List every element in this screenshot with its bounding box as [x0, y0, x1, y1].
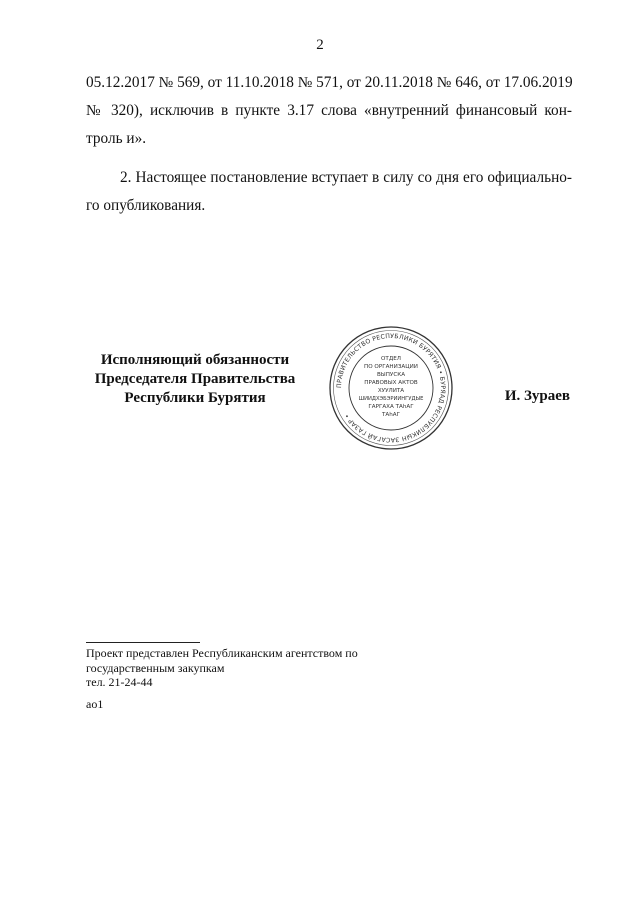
- signatory-title: [80, 351, 310, 408]
- paragraph-line: № 320), исключив в пункте 3.17 слова «внутренний финансовый кон-: [86, 102, 572, 119]
- seal-text: ВЫПУСКА: [376, 372, 406, 378]
- seal-text: ШИИДХЭБЭРИИНГУДЫЕ: [358, 396, 424, 402]
- footnote-line: тел. 21-24-44: [86, 675, 153, 689]
- official-seal: [327, 324, 455, 452]
- footnote: [86, 646, 446, 690]
- seal-text: ХУУЛИТА: [377, 388, 405, 394]
- seal-text: ПРАВОВЫХ АКТОВ: [364, 380, 418, 386]
- footnote-divider: [86, 642, 200, 643]
- paragraph-line: троль и».: [86, 130, 147, 147]
- signatory-title-line: Республики Бурятия: [124, 390, 266, 406]
- document-code: ao1: [86, 697, 104, 711]
- footnote-line: Проект представлен Республиканским агентством по: [86, 646, 358, 660]
- signatory-title-line: Исполняющий обязанности: [100, 352, 290, 368]
- paragraph-line: 05.12.2017 № 569, от 11.10.2018 № 571, от 20.11.2018 № 646, от 17.06.2019: [86, 74, 573, 91]
- signatory-title-line: Председателя Правительства: [94, 371, 296, 387]
- seal-text: ТАһАГ: [381, 412, 401, 418]
- signatory-name: И. Зураев: [504, 388, 570, 404]
- paragraph-line: 2. Настоящее постановление вступает в силу со дня его официально-: [120, 169, 572, 186]
- paragraph-line: го опубликования.: [86, 197, 206, 214]
- paragraph-amendment: [86, 69, 572, 153]
- seal-text: ПО ОРГАНИЗАЦИИ: [364, 364, 418, 370]
- paragraph-effective-date: [86, 164, 572, 220]
- page-number: 2: [316, 37, 324, 53]
- footnote-line: государственным закупкам: [86, 660, 225, 675]
- seal-text: ГАРГАХА ТАһАГ: [368, 404, 414, 410]
- seal-text: ОТДЕЛ: [381, 356, 401, 362]
- seal-ring-text: ПРАВИТЕЛЬСТВО РЕСПУБЛИКИ БУРЯТИЯ • БУРЯАД РЕСПУБЛИКЫН ЗАСАГАЙ ГАЗАР •: [335, 332, 447, 444]
